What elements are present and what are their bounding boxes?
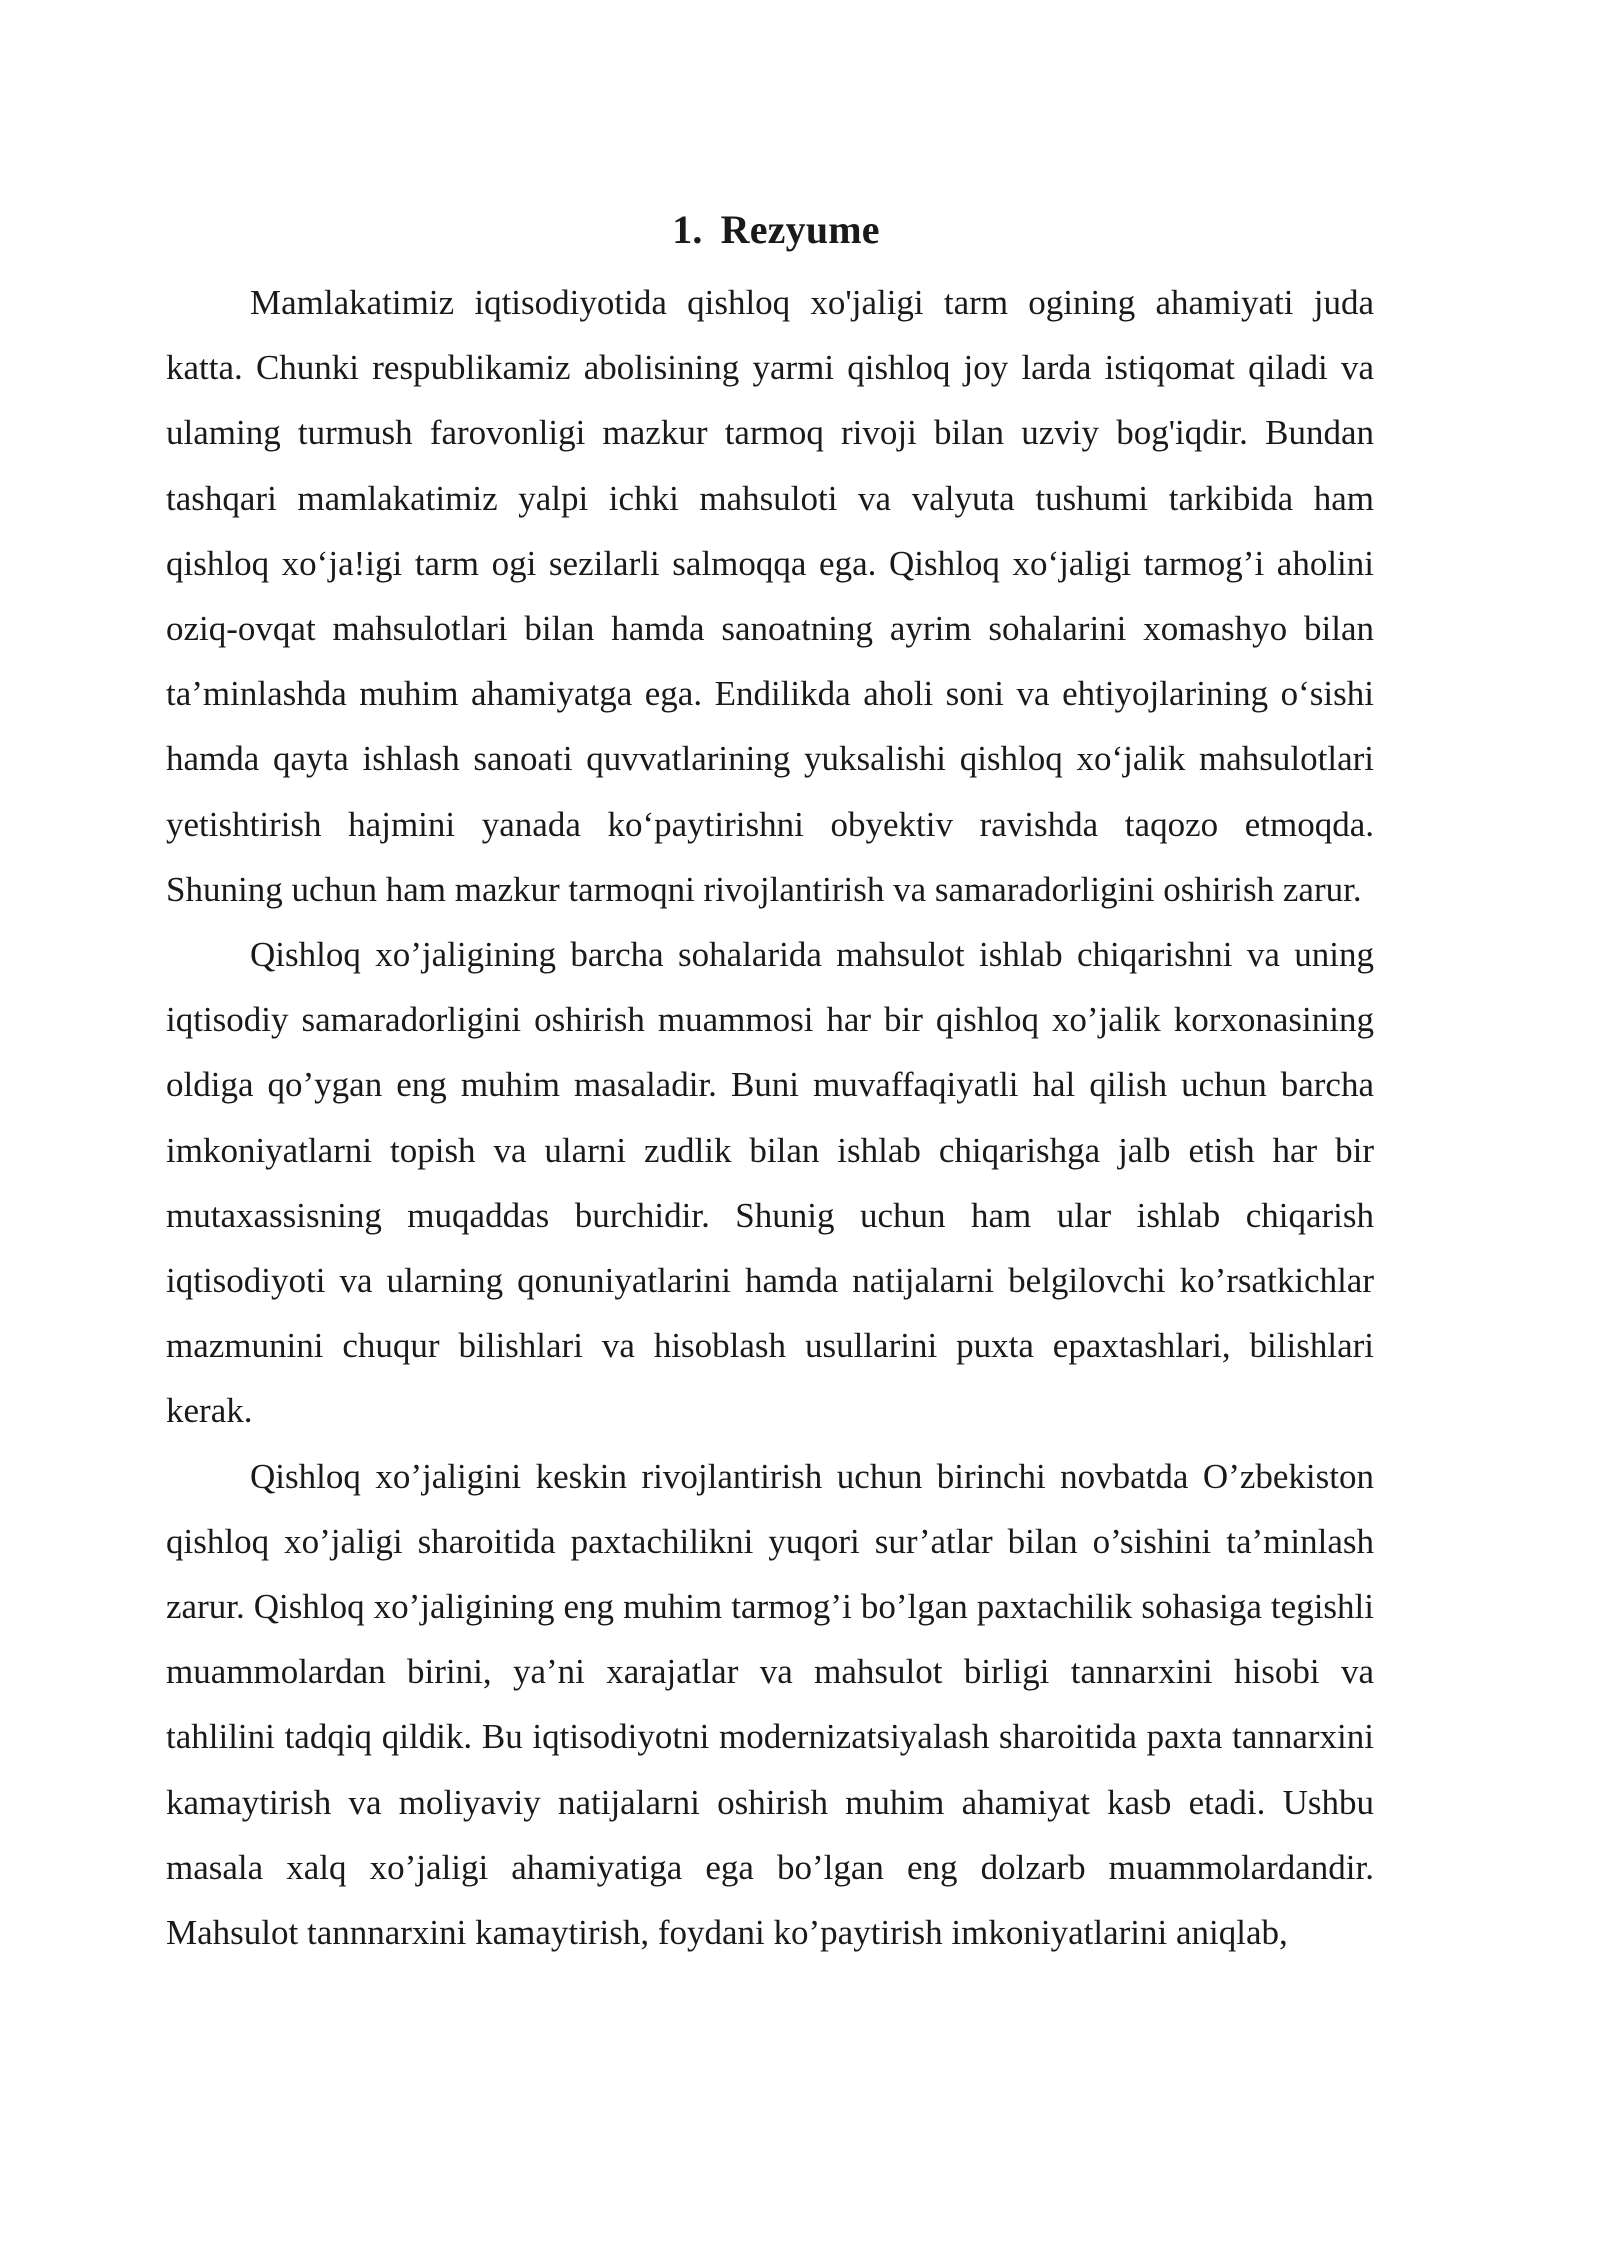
section-number: 1.	[672, 207, 703, 252]
paragraph-2: Qishloq xo’jaligining barcha sohalarida mahsulot ishlab chiqarishni va uning iqtisodiy samaradorligini oshirish muammosi har bir qishloq xo’jalik korxonasining oldiga qo’ygan eng muhim masaladir. Buni muvaffaqiyatli hal qilish uchun barcha imkoniyatlarni topish va ularni zudlik bilan ishlab chiqarishga jalb etish har bir mutaxassisning muqaddas burchidir. Shunig uchun ham ular ishlab chiqarish iqtisodiyoti va ularning qonuniyatlarini hamda natijalarni belgilovchi ko’rsatkichlar mazmunini chuqur bilishlari va hisoblash usullarini puxta epaxtashlari, bilishlari kerak.	[166, 935, 1374, 1431]
paragraph-1: Mamlakatimiz iqtisodiyotida qishloq xo'jaligi tarm ogining ahamiyati juda katta. Chunki respublikamiz abolisining yarmi qishloq joy larda istiqomat qiladi va ulaming turmush farovonligi mazkur tarmoq rivoji bilan uzviy bog'iqdir. Bundan tashqari mamlakatimiz yalpi ichki mahsuloti va valyuta tushumi tarkibida ham qishloq xo‘ja!igi tarm ogi sezilarli salmoqqa ega. Qishloq xo‘jaligi tarmog’i aholini oziq-ovqat mahsulotlari bilan hamda sanoatning ayrim sohalarini xomashyo bilan ta’minlashda muhim ahamiyatga ega. Endilikda aholi soni va ehtiyojlarining o‘sishi hamda qayta ishlash sanoati quvvatlarining yuksalishi qishloq xo‘jalik mahsulotlari yetishtirish hajmini yanada ko‘paytirishni obyektiv ravishda taqozo etmoqda. Shuning uchun ham mazkur tarmoqni rivojlantirish va samaradorligini oshirish zarur.	[166, 283, 1374, 909]
paragraph-3: Qishloq xo’jaligini keskin rivojlantirish uchun birinchi novbatda O’zbekiston qishloq xo’jaligi sharoitida paxtachilikni yuqori sur’atlar bilan o’sishini ta’minlash zarur. Qishloq xo’jaligining eng muhim tarmog’i bo’lgan paxtachilik sohasiga tegishli muammolardan birini, ya’ni xarajatlar va mahsulot birligi tannarxini hisobi va tahlilini tadqiq qildik. Bu iqtisodiyotni modernizatsiyalash sharoitida paxta tannarxini kamaytirish va moliyaviy natijalarni oshirish muhim ahamiyat kasb etadi. Ushbu masala xalq xo’jaligi ahamiyatiga ega bo’lgan eng dolzarb muammolardandir. Mahsulot tannnarxini kamaytirish, foydani ko’paytirish imkoniyatlarini aniqlab,	[166, 1456, 1374, 1953]
section-heading	[166, 190, 1374, 270]
section-title: Rezyume	[720, 207, 880, 252]
document-page	[166, 190, 1374, 1965]
